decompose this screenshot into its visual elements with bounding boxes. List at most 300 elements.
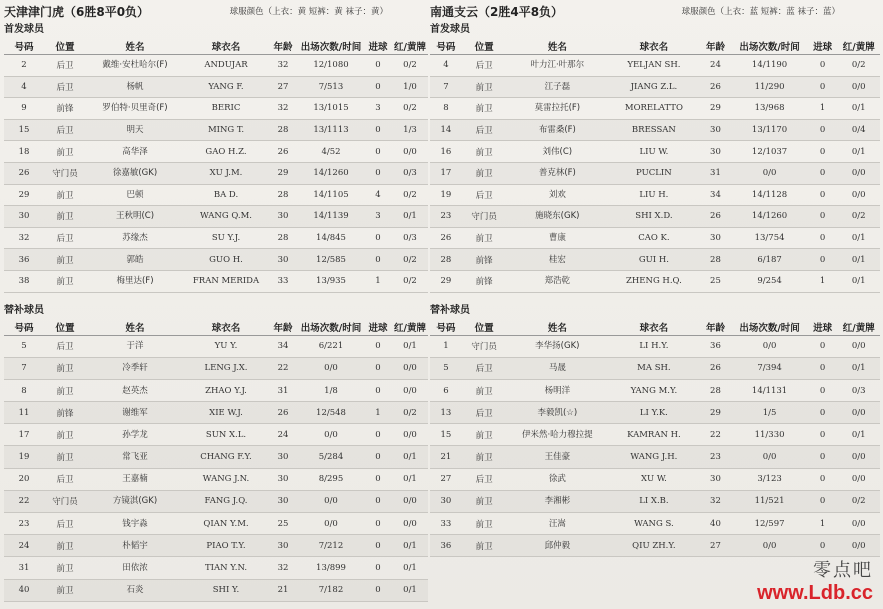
cell-number: 18 xyxy=(4,141,44,163)
cell-goals: 0 xyxy=(808,55,838,77)
cell-shirt-name: CHANG F.Y. xyxy=(184,446,268,468)
col-header-apps-minutes: 出场次数/时间 xyxy=(731,38,807,55)
col-header-apps-minutes: 出场次数/时间 xyxy=(298,38,364,55)
cell-number: 20 xyxy=(4,468,44,490)
cell-name: 杨明洋 xyxy=(506,379,608,401)
cell-goals: 0 xyxy=(364,335,392,357)
table-row xyxy=(4,535,428,557)
cell-apps-minutes: 1/8 xyxy=(298,379,364,401)
cell-shirt-name: QIU ZH.Y. xyxy=(608,535,699,557)
table-row xyxy=(4,357,428,379)
cell-cards: 0/0 xyxy=(837,402,880,424)
cell-name: 常飞亚 xyxy=(86,446,184,468)
cell-number: 23 xyxy=(4,513,44,535)
col-header-cards: 红/黄牌 xyxy=(392,38,428,55)
cell-number: 27 xyxy=(430,468,462,490)
cell-age: 31 xyxy=(268,379,298,401)
col-header-position: 位置 xyxy=(462,38,507,55)
table-row xyxy=(430,206,880,228)
table-row xyxy=(4,424,428,446)
cell-position: 前锋 xyxy=(44,402,86,424)
cell-apps-minutes: 0/0 xyxy=(298,490,364,512)
table-row xyxy=(430,335,880,357)
table-row xyxy=(4,402,428,424)
cell-number: 32 xyxy=(4,227,44,249)
cell-shirt-name: ZHAO Y.J. xyxy=(184,379,268,401)
cell-age: 26 xyxy=(268,402,298,424)
col-header-shirt-name: 球衣名 xyxy=(184,38,268,55)
cell-position: 后卫 xyxy=(44,335,86,357)
col-header-goals: 进球 xyxy=(808,319,838,336)
cell-cards: 0/1 xyxy=(837,141,880,163)
cell-number: 22 xyxy=(4,490,44,512)
cell-apps-minutes: 0/0 xyxy=(731,335,807,357)
cell-goals: 0 xyxy=(364,119,392,141)
cell-shirt-name: BRESSAN xyxy=(608,119,699,141)
cell-cards: 0/2 xyxy=(392,402,428,424)
cell-age: 30 xyxy=(268,535,298,557)
away-starters-header-row xyxy=(430,38,880,55)
cell-shirt-name: GUO H. xyxy=(184,249,268,271)
cell-shirt-name: TIAN Y.N. xyxy=(184,557,268,579)
cell-shirt-name: BERIC xyxy=(184,98,268,120)
cell-goals: 0 xyxy=(364,446,392,468)
cell-name: 孙学龙 xyxy=(86,424,184,446)
cell-apps-minutes: 12/585 xyxy=(298,249,364,271)
col-header-name: 姓名 xyxy=(86,38,184,55)
cell-position: 后卫 xyxy=(44,76,86,98)
cell-goals: 0 xyxy=(364,227,392,249)
col-header-age: 年龄 xyxy=(700,38,732,55)
cell-shirt-name: YANG F. xyxy=(184,76,268,98)
cell-shirt-name: WANG S. xyxy=(608,513,699,535)
table-row xyxy=(430,98,880,120)
table-row xyxy=(430,490,880,512)
cell-goals: 0 xyxy=(808,76,838,98)
cell-shirt-name: FANG J.Q. xyxy=(184,490,268,512)
cell-name: 赵英杰 xyxy=(86,379,184,401)
cell-apps-minutes: 12/548 xyxy=(298,402,364,424)
cell-shirt-name: LI H.Y. xyxy=(608,335,699,357)
cell-shirt-name: LIU W. xyxy=(608,141,699,163)
cell-apps-minutes: 13/899 xyxy=(298,557,364,579)
cell-name: 朴韬宇 xyxy=(86,535,184,557)
cell-shirt-name: QIAN Y.M. xyxy=(184,513,268,535)
col-header-cards: 红/黄牌 xyxy=(837,38,880,55)
home-starters-header-row xyxy=(4,38,428,55)
table-row xyxy=(430,76,880,98)
cell-name: 桂宏 xyxy=(506,249,608,271)
cell-position: 守门员 xyxy=(462,335,507,357)
cell-apps-minutes: 13/935 xyxy=(298,270,364,292)
cell-goals: 0 xyxy=(364,76,392,98)
cell-position: 后卫 xyxy=(462,184,507,206)
cell-number: 2 xyxy=(4,55,44,77)
cell-goals: 0 xyxy=(808,357,838,379)
cell-cards: 0/0 xyxy=(392,424,428,446)
col-header-shirt-name: 球衣名 xyxy=(184,319,268,336)
cell-age: 30 xyxy=(700,141,732,163)
cell-position: 后卫 xyxy=(462,357,507,379)
cell-cards: 0/1 xyxy=(392,468,428,490)
cell-name: 王秋明(C) xyxy=(86,206,184,228)
cell-apps-minutes: 7/513 xyxy=(298,76,364,98)
col-header-goals: 进球 xyxy=(364,38,392,55)
cell-name: 刘欢 xyxy=(506,184,608,206)
cell-name: 徐嘉敏(GK) xyxy=(86,162,184,184)
cell-age: 29 xyxy=(700,402,732,424)
cell-apps-minutes: 8/295 xyxy=(298,468,364,490)
cell-cards: 0/0 xyxy=(837,184,880,206)
table-row xyxy=(430,55,880,77)
col-header-position: 位置 xyxy=(44,38,86,55)
away-subs-table xyxy=(430,319,880,558)
cell-goals: 0 xyxy=(808,227,838,249)
cell-position: 后卫 xyxy=(462,468,507,490)
cell-age: 30 xyxy=(700,468,732,490)
cell-apps-minutes: 12/1080 xyxy=(298,55,364,77)
cell-goals: 3 xyxy=(364,98,392,120)
cell-position: 前卫 xyxy=(44,270,86,292)
cell-number: 29 xyxy=(4,184,44,206)
cell-cards: 0/0 xyxy=(837,162,880,184)
col-header-number: 号码 xyxy=(4,38,44,55)
cell-name: 王嘉楠 xyxy=(86,468,184,490)
cell-shirt-name: YU Y. xyxy=(184,335,268,357)
cell-apps-minutes: 14/1131 xyxy=(731,379,807,401)
cell-name: 普克林(F) xyxy=(506,162,608,184)
cell-cards: 1/3 xyxy=(392,119,428,141)
cell-goals: 0 xyxy=(808,490,838,512)
cell-goals: 0 xyxy=(808,119,838,141)
cell-name: 伊米然·哈力穆拉提 xyxy=(506,424,608,446)
cell-age: 30 xyxy=(700,227,732,249)
cell-cards: 0/0 xyxy=(392,379,428,401)
col-header-shirt-name: 球衣名 xyxy=(608,319,699,336)
home-kit-colors: 球服颜色（上衣：黄 短裤：黄 袜子：黄） xyxy=(229,7,388,17)
table-row xyxy=(4,141,428,163)
cell-goals: 1 xyxy=(808,98,838,120)
cell-age: 32 xyxy=(268,98,298,120)
cell-apps-minutes: 11/330 xyxy=(731,424,807,446)
cell-number: 19 xyxy=(430,184,462,206)
cell-age: 30 xyxy=(268,490,298,512)
away-kit-colors: 球服颜色（上衣：蓝 短裤：蓝 袜子：蓝） xyxy=(681,7,840,17)
cell-goals: 0 xyxy=(364,55,392,77)
cell-apps-minutes: 0/0 xyxy=(731,446,807,468)
cell-name: 徐武 xyxy=(506,468,608,490)
cell-shirt-name: XU W. xyxy=(608,468,699,490)
col-header-cards: 红/黄牌 xyxy=(837,319,880,336)
cell-apps-minutes: 6/187 xyxy=(731,249,807,271)
table-row xyxy=(430,402,880,424)
cell-position: 前卫 xyxy=(462,379,507,401)
home-starters-table xyxy=(4,38,428,293)
cell-position: 前卫 xyxy=(462,490,507,512)
table-row xyxy=(4,446,428,468)
cell-apps-minutes: 1/5 xyxy=(731,402,807,424)
cell-apps-minutes: 12/1037 xyxy=(731,141,807,163)
cell-apps-minutes: 14/1105 xyxy=(298,184,364,206)
cell-cards: 0/2 xyxy=(392,184,428,206)
cell-shirt-name: SUN X.L. xyxy=(184,424,268,446)
cell-cards: 0/0 xyxy=(392,513,428,535)
table-row xyxy=(430,184,880,206)
cell-shirt-name: GUI H. xyxy=(608,249,699,271)
cell-position: 前卫 xyxy=(44,141,86,163)
cell-name: 苏缘杰 xyxy=(86,227,184,249)
cell-goals: 0 xyxy=(364,579,392,601)
cell-shirt-name: WANG J.N. xyxy=(184,468,268,490)
table-row xyxy=(4,184,428,206)
cell-shirt-name: FRAN MERIDA xyxy=(184,270,268,292)
cell-apps-minutes: 14/1139 xyxy=(298,206,364,228)
cell-age: 40 xyxy=(700,513,732,535)
cell-position: 前卫 xyxy=(462,141,507,163)
cell-position: 后卫 xyxy=(44,55,86,77)
col-header-age: 年龄 xyxy=(268,38,298,55)
cell-cards: 0/3 xyxy=(837,379,880,401)
cell-position: 前卫 xyxy=(44,184,86,206)
table-row xyxy=(430,162,880,184)
table-row xyxy=(4,335,428,357)
cell-position: 前卫 xyxy=(44,535,86,557)
col-header-number: 号码 xyxy=(430,38,462,55)
away-subs-body xyxy=(430,335,880,557)
cell-cards: 0/4 xyxy=(837,119,880,141)
cell-goals: 0 xyxy=(808,402,838,424)
cell-cards: 0/0 xyxy=(392,141,428,163)
cell-shirt-name: WANG Q.M. xyxy=(184,206,268,228)
col-header-name: 姓名 xyxy=(506,319,608,336)
cell-number: 4 xyxy=(430,55,462,77)
cell-apps-minutes: 12/597 xyxy=(731,513,807,535)
cell-name: 郑浩乾 xyxy=(506,270,608,292)
watermark-url: www.Ldb.cc xyxy=(757,582,873,604)
cell-position: 前卫 xyxy=(462,513,507,535)
cell-apps-minutes: 0/0 xyxy=(298,357,364,379)
cell-number: 30 xyxy=(430,490,462,512)
cell-position: 前卫 xyxy=(44,557,86,579)
cell-cards: 0/0 xyxy=(392,357,428,379)
cell-goals: 0 xyxy=(808,141,838,163)
cell-goals: 0 xyxy=(364,557,392,579)
cell-apps-minutes: 11/521 xyxy=(731,490,807,512)
cell-apps-minutes: 14/1190 xyxy=(731,55,807,77)
cell-number: 24 xyxy=(4,535,44,557)
cell-age: 36 xyxy=(700,335,732,357)
cell-position: 后卫 xyxy=(44,119,86,141)
cell-goals: 4 xyxy=(364,184,392,206)
cell-number: 36 xyxy=(430,535,462,557)
cell-position: 前卫 xyxy=(462,98,507,120)
cell-number: 26 xyxy=(4,162,44,184)
cell-name: 布雷桑(F) xyxy=(506,119,608,141)
table-row xyxy=(4,513,428,535)
cell-apps-minutes: 14/1260 xyxy=(731,206,807,228)
cell-shirt-name: SHI X.D. xyxy=(608,206,699,228)
cell-shirt-name: MING T. xyxy=(184,119,268,141)
cell-position: 后卫 xyxy=(44,513,86,535)
cell-number: 8 xyxy=(4,379,44,401)
cell-position: 后卫 xyxy=(462,402,507,424)
col-header-name: 姓名 xyxy=(86,319,184,336)
cell-apps-minutes: 9/254 xyxy=(731,270,807,292)
cell-number: 17 xyxy=(4,424,44,446)
cell-cards: 0/1 xyxy=(837,424,880,446)
cell-apps-minutes: 7/394 xyxy=(731,357,807,379)
cell-cards: 0/2 xyxy=(837,206,880,228)
cell-age: 27 xyxy=(700,535,732,557)
cell-number: 9 xyxy=(4,98,44,120)
cell-apps-minutes: 13/754 xyxy=(731,227,807,249)
cell-cards: 0/2 xyxy=(392,98,428,120)
cell-age: 29 xyxy=(268,162,298,184)
cell-shirt-name: PIAO T.Y. xyxy=(184,535,268,557)
cell-number: 33 xyxy=(430,513,462,535)
cell-age: 26 xyxy=(268,141,298,163)
home-team-title: 天津津门虎（6胜8平0负） xyxy=(4,4,150,19)
home-subs-header-row xyxy=(4,319,428,336)
cell-number: 38 xyxy=(4,270,44,292)
cell-age: 25 xyxy=(268,513,298,535)
away-starters-body xyxy=(430,55,880,293)
cell-name: 石炎 xyxy=(86,579,184,601)
cell-apps-minutes: 7/182 xyxy=(298,579,364,601)
cell-shirt-name: ANDUJAR xyxy=(184,55,268,77)
cell-goals: 1 xyxy=(808,513,838,535)
table-row xyxy=(430,468,880,490)
cell-position: 后卫 xyxy=(44,468,86,490)
cell-cards: 1/0 xyxy=(392,76,428,98)
cell-age: 21 xyxy=(268,579,298,601)
cell-goals: 3 xyxy=(364,206,392,228)
cell-apps-minutes: 0/0 xyxy=(731,162,807,184)
table-row xyxy=(4,579,428,601)
cell-cards: 0/0 xyxy=(837,76,880,98)
cell-position: 前卫 xyxy=(462,535,507,557)
cell-apps-minutes: 14/845 xyxy=(298,227,364,249)
cell-cards: 0/1 xyxy=(392,335,428,357)
cell-cards: 0/2 xyxy=(392,55,428,77)
cell-number: 29 xyxy=(430,270,462,292)
cell-apps-minutes: 6/221 xyxy=(298,335,364,357)
cell-goals: 0 xyxy=(364,535,392,557)
watermark-cn: 零点吧 xyxy=(813,560,873,581)
table-row xyxy=(4,76,428,98)
cell-name: 叶力江·叶那尔 xyxy=(506,55,608,77)
cell-goals: 0 xyxy=(808,535,838,557)
cell-shirt-name: SHI Y. xyxy=(184,579,268,601)
cell-name: 江子磊 xyxy=(506,76,608,98)
cell-number: 11 xyxy=(4,402,44,424)
table-row xyxy=(4,227,428,249)
cell-name: 杨帆 xyxy=(86,76,184,98)
cell-number: 4 xyxy=(4,76,44,98)
cell-age: 34 xyxy=(700,184,732,206)
cell-age: 24 xyxy=(700,55,732,77)
cell-apps-minutes: 13/1015 xyxy=(298,98,364,120)
cell-age: 30 xyxy=(268,468,298,490)
cell-number: 5 xyxy=(430,357,462,379)
cell-number: 17 xyxy=(430,162,462,184)
cell-shirt-name: XIE W.J. xyxy=(184,402,268,424)
col-header-goals: 进球 xyxy=(364,319,392,336)
cell-shirt-name: MA SH. xyxy=(608,357,699,379)
col-header-goals: 进球 xyxy=(808,38,838,55)
col-header-cards: 红/黄牌 xyxy=(392,319,428,336)
cell-age: 26 xyxy=(700,76,732,98)
cell-shirt-name: BA D. xyxy=(184,184,268,206)
cell-shirt-name: GAO H.Z. xyxy=(184,141,268,163)
cell-goals: 0 xyxy=(364,357,392,379)
table-row xyxy=(430,227,880,249)
cell-cards: 0/3 xyxy=(392,162,428,184)
cell-cards: 0/2 xyxy=(392,249,428,271)
cell-apps-minutes: 14/1128 xyxy=(731,184,807,206)
cell-age: 28 xyxy=(268,227,298,249)
cell-age: 30 xyxy=(268,446,298,468)
cell-position: 前锋 xyxy=(44,98,86,120)
cell-name: 高华泽 xyxy=(86,141,184,163)
cell-position: 前卫 xyxy=(44,249,86,271)
site-watermark xyxy=(757,556,873,605)
col-header-number: 号码 xyxy=(4,319,44,336)
table-row xyxy=(4,55,428,77)
cell-shirt-name: PUCLIN xyxy=(608,162,699,184)
table-row xyxy=(4,490,428,512)
cell-age: 26 xyxy=(700,206,732,228)
cell-number: 7 xyxy=(430,76,462,98)
cell-cards: 0/1 xyxy=(837,227,880,249)
away-team-header xyxy=(430,0,880,22)
cell-number: 16 xyxy=(430,141,462,163)
table-row xyxy=(430,424,880,446)
cell-age: 32 xyxy=(700,490,732,512)
cell-goals: 0 xyxy=(808,335,838,357)
cell-age: 30 xyxy=(700,119,732,141)
cell-age: 32 xyxy=(268,557,298,579)
cell-position: 守门员 xyxy=(462,206,507,228)
cell-age: 32 xyxy=(268,55,298,77)
cell-name: 田依浓 xyxy=(86,557,184,579)
cell-cards: 0/1 xyxy=(837,270,880,292)
cell-cards: 0/1 xyxy=(837,357,880,379)
cell-position: 前卫 xyxy=(44,424,86,446)
cell-cards: 0/1 xyxy=(392,579,428,601)
cell-cards: 0/2 xyxy=(392,270,428,292)
cell-age: 27 xyxy=(268,76,298,98)
away-starters-table xyxy=(430,38,880,293)
cell-cards: 0/0 xyxy=(837,335,880,357)
cell-name: 戴维·安杜哈尔(F) xyxy=(86,55,184,77)
cell-goals: 0 xyxy=(364,424,392,446)
cell-number: 19 xyxy=(4,446,44,468)
cell-name: 梅里达(F) xyxy=(86,270,184,292)
cell-goals: 1 xyxy=(364,402,392,424)
home-team-header xyxy=(4,0,428,22)
table-row xyxy=(4,270,428,292)
cell-age: 30 xyxy=(268,206,298,228)
table-row xyxy=(430,270,880,292)
table-row xyxy=(4,162,428,184)
cell-goals: 0 xyxy=(808,162,838,184)
cell-goals: 1 xyxy=(808,270,838,292)
cell-goals: 0 xyxy=(364,513,392,535)
cell-apps-minutes: 13/1113 xyxy=(298,119,364,141)
col-header-position: 位置 xyxy=(44,319,86,336)
cell-number: 14 xyxy=(430,119,462,141)
